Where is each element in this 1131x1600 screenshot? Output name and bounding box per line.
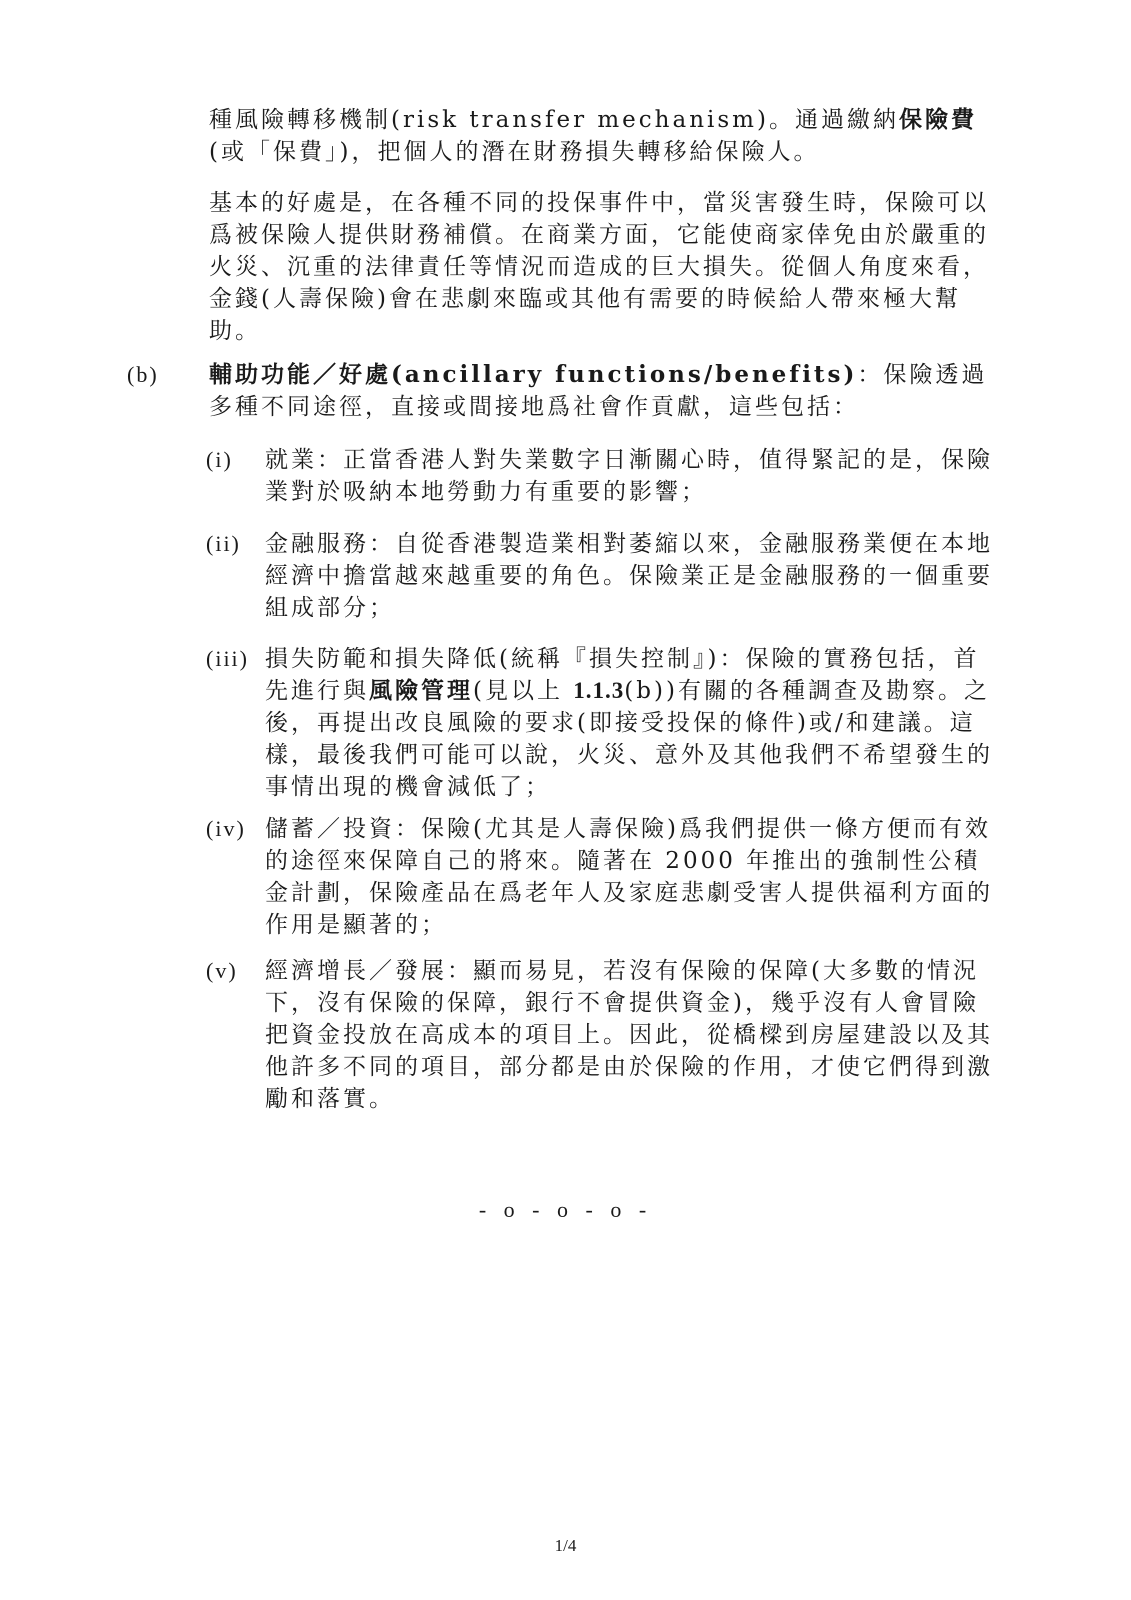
item-text: (見以上 — [473, 678, 574, 704]
item-loss-control — [265, 643, 1000, 803]
section-b-text: ：保險透過多種不同途徑，直接或間接地爲社會作貢獻，這些包括： — [209, 362, 988, 420]
item-label-iii: (iii) — [206, 646, 249, 671]
item-text: 損失防範和損失降低(統稱『損失控制』)：保險的實務包括，首先進行與 — [265, 646, 980, 704]
end-of-section-mark: - o - o - o - — [478, 1197, 653, 1222]
bold-term-risk-management: 風險管理 — [369, 677, 473, 704]
paragraph-text: 種風險轉移機制(risk transfer mechanism)。通過繳納 — [209, 107, 899, 133]
item-label-ii: (ii) — [206, 531, 241, 556]
item-text: (b))有關的各種調查及勘察。之後，再提出改良風險的要求(即接受投保的條件)或/和建議。這樣，最後我們可能可以說，火災、意外及其他我們不希望發生的事情出現的機會減低了； — [265, 678, 993, 800]
section-label-b: (b) — [127, 362, 159, 387]
paragraph-basic-benefits: 基本的好處是，在各種不同的投保事件中，當災害發生時，保險可以爲被保險人提供財務補償。在商業方面，它能使商家倖免由於嚴重的火災、沉重的法律責任等情況而造成的巨大損失。從個人角度來看，金錢(人壽保險)會在悲劇來臨或其他有需要的時候給人帶來極大幫助。 — [209, 190, 989, 344]
item-employment: 就業：正當香港人對失業數字日漸關心時，值得緊記的是，保險業對於吸納本地勞動力有重要的影響； — [265, 447, 993, 505]
section-b-title: 輔助功能／好處(ancillary functions/benefits) — [209, 361, 858, 388]
paragraph-risk-transfer — [209, 104, 999, 168]
item-label-i: (i) — [206, 447, 233, 472]
section-reference: 1.1.3 — [573, 678, 625, 703]
page-number: 1/4 — [554, 1536, 577, 1555]
item-label-v: (v) — [206, 958, 238, 983]
bold-term-premium: 保險費 — [898, 106, 977, 133]
section-b-heading — [209, 359, 999, 423]
item-savings-investment: 儲蓄／投資：保險(尤其是人壽保險)爲我們提供一條方便而有效的途徑來保障自己的將來。隨著在 2000 年推出的強制性公積金計劃，保險產品在爲老年人及家庭悲劇受害人提供福利方面的作用是顯著的； — [265, 816, 993, 938]
item-economic-growth: 經濟增長／發展：顯而易見，若沒有保險的保障(大多數的情況下，沒有保險的保障，銀行不會提供資金)，幾乎沒有人會冒險把資金投放在高成本的項目上。因此，從橋樑到房屋建設以及其他許多不同的項目，部分都是由於保險的作用，才使它們得到激勵和落實。 — [265, 958, 993, 1112]
paragraph-text: (或「保費」)，把個人的潛在財務損失轉移給保險人。 — [209, 139, 820, 165]
item-financial-services: 金融服務：自從香港製造業相對萎縮以來，金融服務業便在本地經濟中擔當越來越重要的角色。保險業正是金融服務的一個重要組成部分； — [265, 531, 993, 621]
item-label-iv: (iv) — [206, 816, 246, 841]
